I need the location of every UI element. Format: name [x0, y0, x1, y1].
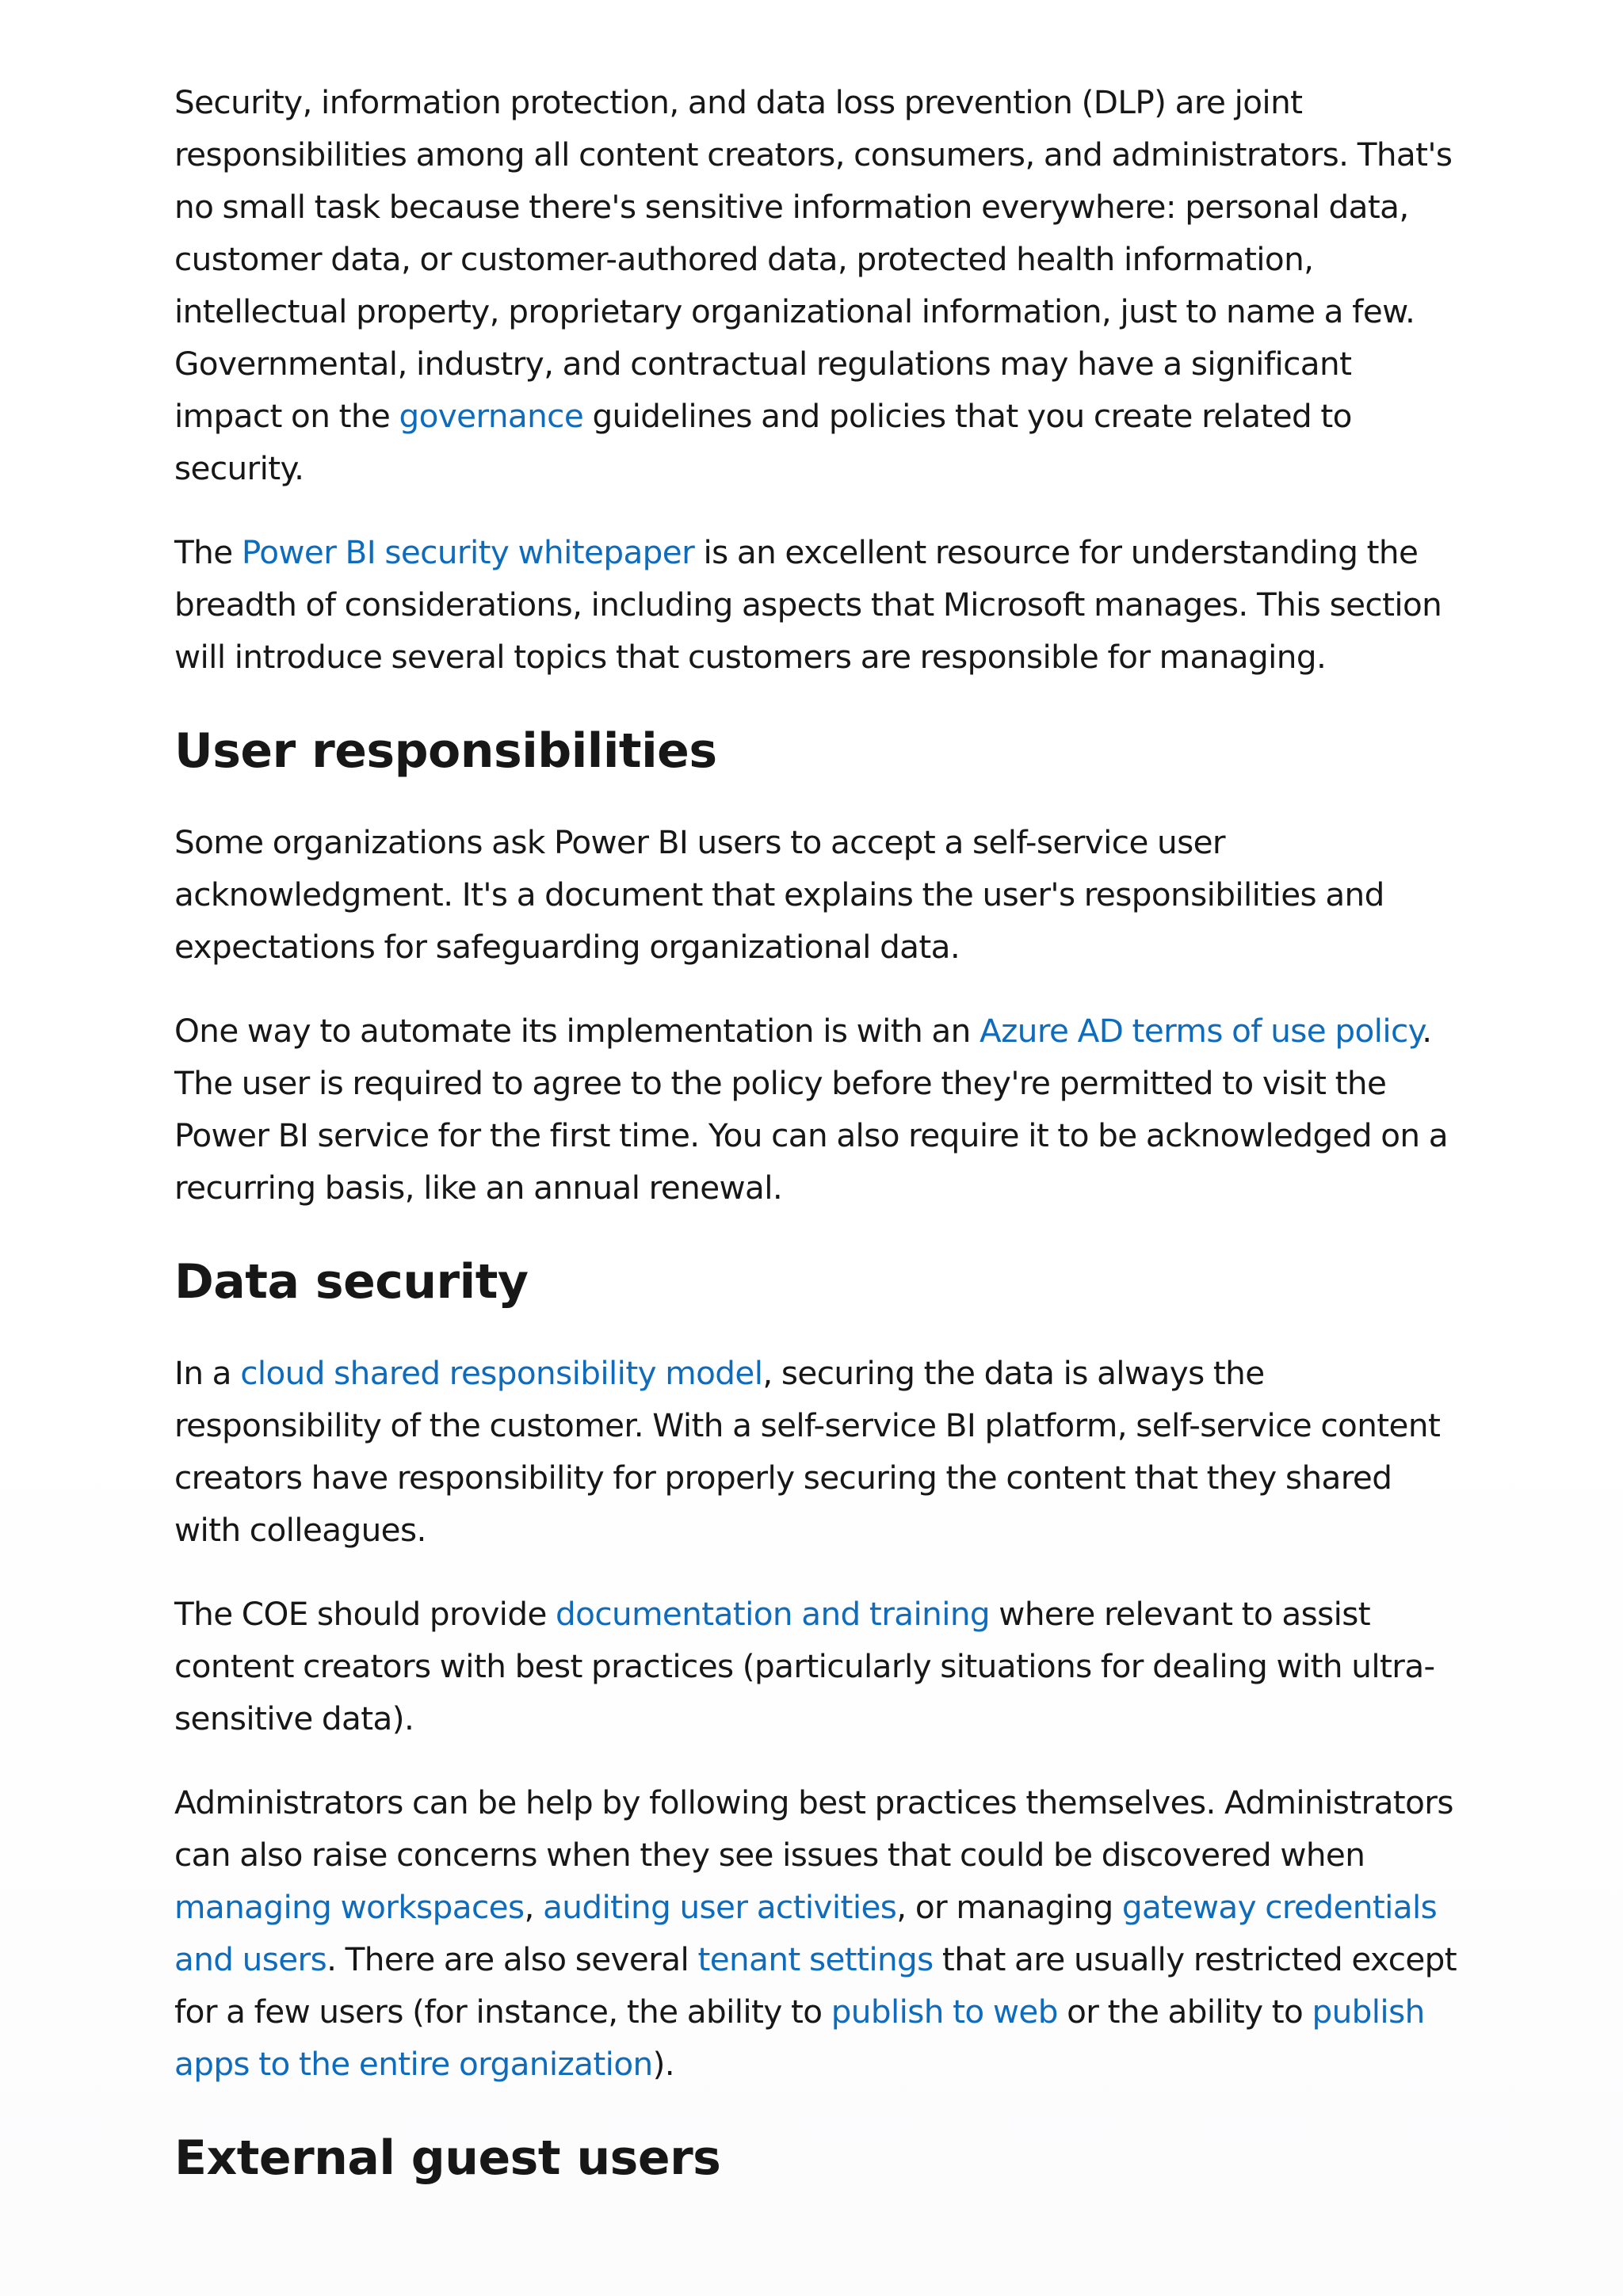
auditing-user-activities-link[interactable]: auditing user activities	[543, 1888, 897, 1926]
user-responsibilities-paragraph-2: One way to automate its implementation is with an Azure AD terms of use policy. The user is required to agree to the policy before they're permitted to visit the Power BI service for the first time. You can also require it to be acknowledged on a recurring basis, like an annual renewal.	[174, 1012, 1448, 1207]
data-security-paragraph-1: In a cloud shared responsibility model, securing the data is always the responsibility of the customer. With a self-service BI platform, self-service content creators have responsibility for properly securing the content that they shared with colleagues.	[174, 1354, 1441, 1549]
shared-responsibility-model-link[interactable]: cloud shared responsibility model	[240, 1354, 763, 1392]
intro-paragraph-1: Security, information protection, and data loss prevention (DLP) are joint responsibilities among all content creators, consumers, and administrators. That's no small task because there's sensitive information everywhere: personal data, customer data, or customer-authored data, protected health information, intellectual property, proprietary organizational information, just to name a few. Governmental, industry, and contractual regulations may have a significant impact on the governance guidelines and policies that you create related to security.	[174, 83, 1453, 487]
data-security-paragraph-2: The COE should provide documentation and training where relevant to assist content creators with best practices (particularly situations for dealing with ultra-sensitive data).	[174, 1595, 1435, 1737]
publish-apps-to-organization-link[interactable]: publish apps to the entire organization	[174, 1993, 1425, 2083]
governance-link[interactable]: governance	[399, 397, 584, 435]
documentation-and-training-link[interactable]: documentation and training	[556, 1595, 991, 1633]
managing-workspaces-link[interactable]: managing workspaces	[174, 1888, 525, 1926]
tenant-settings-link[interactable]: tenant settings	[697, 1940, 934, 1978]
user-responsibilities-paragraph-1: Some organizations ask Power BI users to accept a self-service user acknowledgment. It's a document that explains the user's responsibilities and expectations for safeguarding organizational data.	[174, 823, 1384, 966]
terms-of-use-policy-link[interactable]: Azure AD terms of use policy	[980, 1012, 1423, 1050]
intro-paragraph-2: The Power BI security whitepaper is an excellent resource for understanding the breadth of considerations, including aspects that Microsoft manages. This section will introduce several topics that customers are responsible for managing.	[174, 533, 1442, 676]
user-responsibilities-heading: User responsibilities	[174, 723, 717, 779]
article-content	[174, 76, 1458, 2223]
gateway-credentials-link[interactable]: gateway credentials and users	[174, 1888, 1438, 1978]
external-guest-users-heading: External guest users	[174, 2130, 721, 2186]
publish-to-web-link[interactable]: publish to web	[831, 1993, 1058, 2031]
data-security-heading: Data security	[174, 1254, 529, 1310]
data-security-paragraph-3: Administrators can be help by following best practices themselves. Administrators can also raise concerns when they see issues that could be discovered when managing workspaces, auditing user activities, or managing gateway credentials and users. There are also several tenant settings that are usually restricted except for a few users (for instance, the ability to publish to web or the ability to publish apps to the entire organization).	[174, 1783, 1457, 2083]
security-whitepaper-link[interactable]: Power BI security whitepaper	[241, 533, 695, 571]
